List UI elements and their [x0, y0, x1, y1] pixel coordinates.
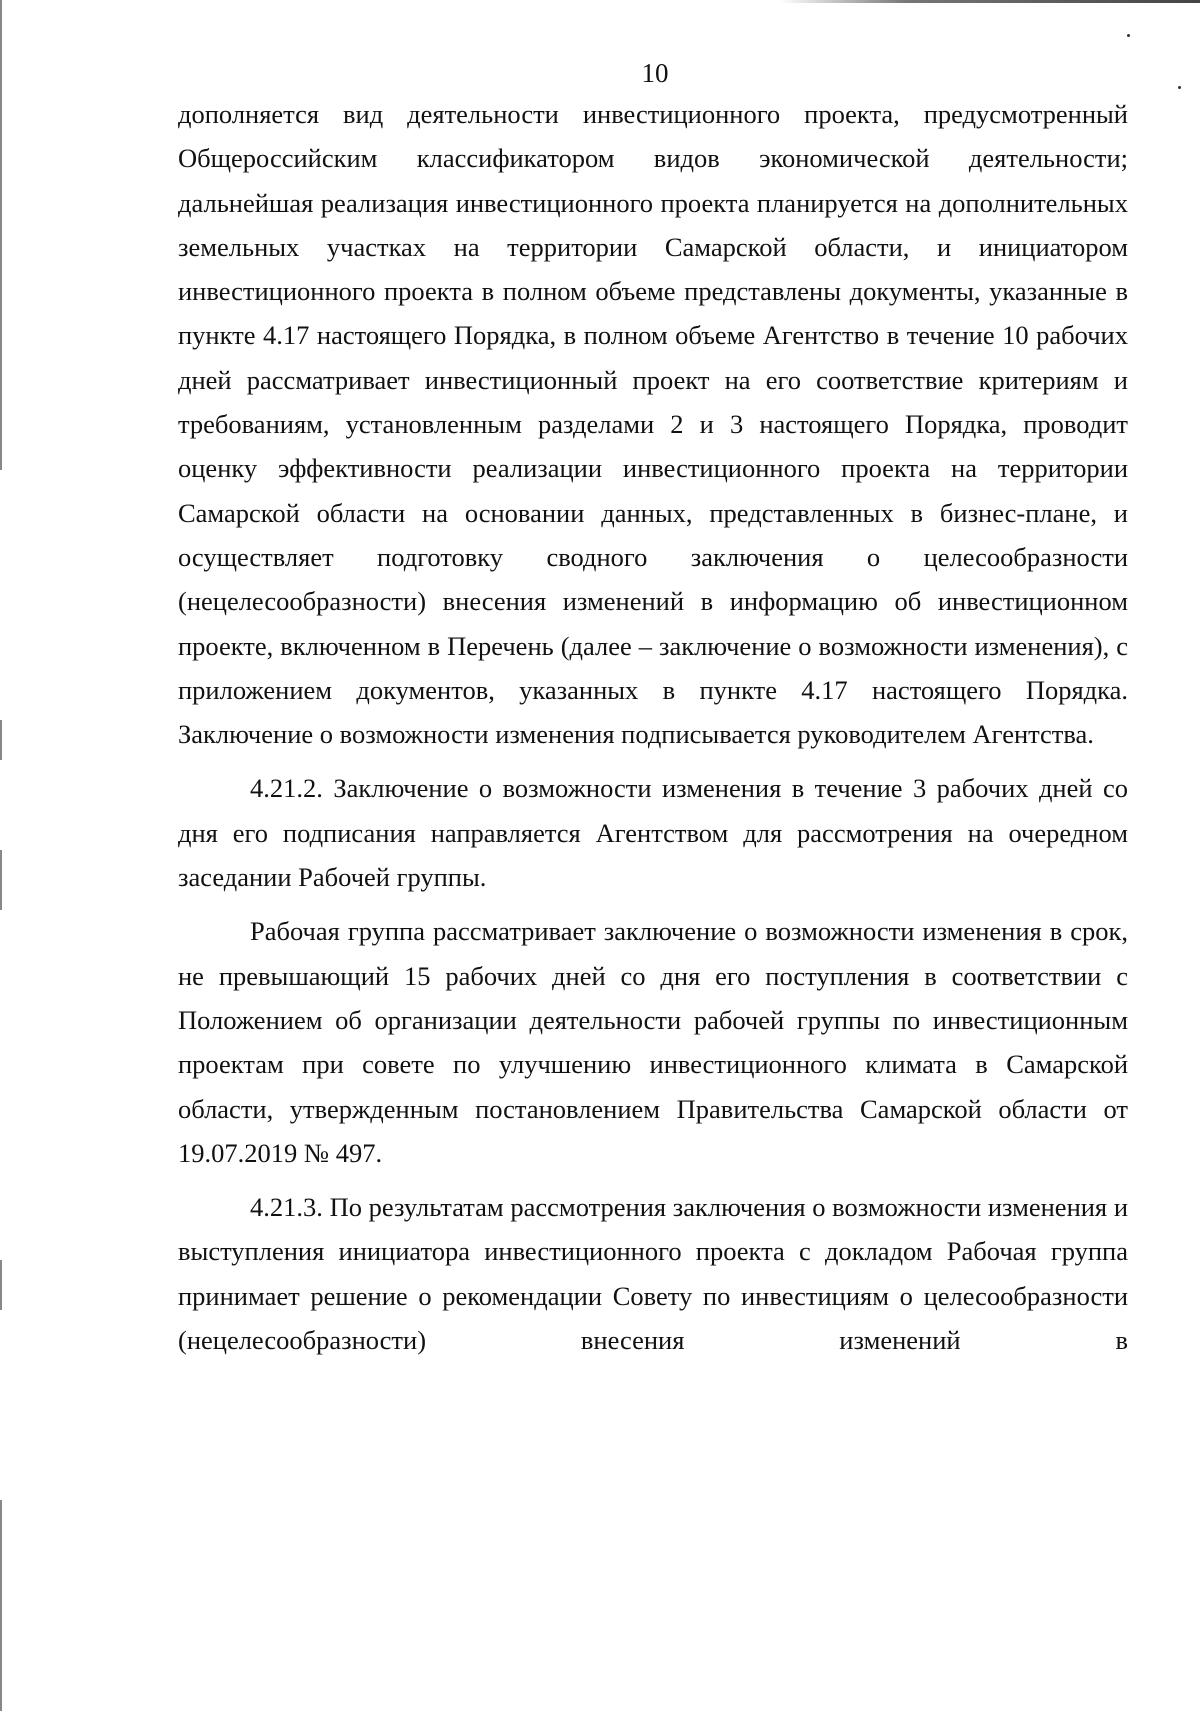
scan-top-rule: [780, 0, 1200, 3]
scan-speck: [1127, 34, 1130, 37]
page-number: 10: [641, 58, 669, 88]
scan-left-edge: [0, 720, 2, 760]
body-text: [178, 92, 1128, 1372]
paragraph: 4.21.3. По результатам рассмотрения заключения о возможности изменения и выступления инициатора инвестиционного проекта с докладом Рабочая группа принимает решение о рекомендации Совету по инвестициям о целесообразности (нецелесообразности) внесения изменений в: [178, 1192, 1128, 1356]
scan-left-edge: [0, 1500, 2, 1711]
scan-left-edge: [0, 850, 2, 910]
paragraph: 4.21.2. Заключение о возможности изменения в течение 3 рабочих дней со дня его подписания направляется Агентством для рассмотрения на очередном заседании Рабочей группы.: [178, 773, 1128, 893]
scan-left-edge: [0, 1260, 2, 1310]
paragraph: дополняется вид деятельности инвестиционного проекта, предусмотренный Общероссийским классификатором видов экономической деятельности; дальнейшая реализация инвестиционного проекта планируется на дополнительных земельных участках на территории Самарской области, и инициатором инвестиционного проекта в полном объеме представлены документы, указанные в пункте 4.17 настоящего Порядка, в полном объеме Агентство в течение 10 рабочих дней рассматривает инвестиционный проект на его соответствие критериям и требованиям, установленным разделами 2 и 3 настоящего Порядка, проводит оценку эффективности реализации инвестиционного проекта на территории Самарской области на основании данных, представленных в бизнес-плане, и осуществляет подготовку сводного заключения о целесообразности (нецелесообразности) внесения изменений в информацию об инвестиционном проекте, включенном в Перечень (далее – заключение о возможности изменения), с приложением документов, указанных в пункте 4.17 настоящего Порядка. Заключение о возможности изменения подписывается руководителем Агентства.: [178, 99, 1128, 750]
paragraph: Рабочая группа рассматривает заключение о возможности изменения в срок, не превышающий 15 рабочих дней со дня его поступления в соответствии с Положением об организации деятельности рабочей группы по инвестиционным проектам при совете по улучшению инвестиционного климата в Самарской области, утвержденным постановлением Правительства Самарской области от 19.07.2019 № 497.: [178, 916, 1128, 1168]
